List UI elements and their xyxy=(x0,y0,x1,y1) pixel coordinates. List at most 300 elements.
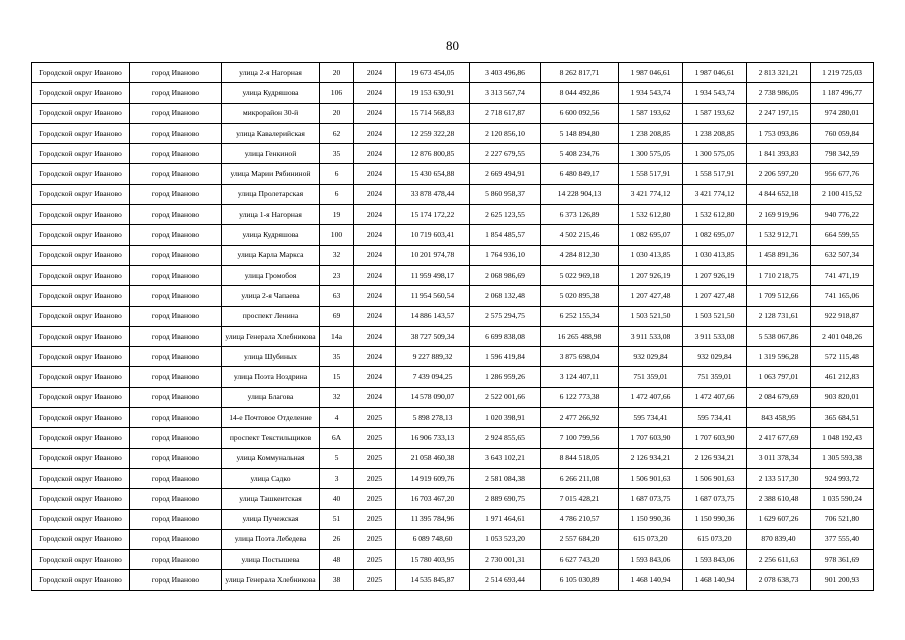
amount-cell-5: 2 247 197,15 xyxy=(747,103,811,123)
total-cost-cell: 10 719 603,41 xyxy=(396,225,470,245)
amount-cell-6: 1 048 192,43 xyxy=(811,428,874,448)
amount-cell-3: 1 238 208,85 xyxy=(619,123,683,143)
amount-cell-5: 5 538 067,86 xyxy=(747,326,811,346)
total-cost-cell: 33 878 478,44 xyxy=(396,184,470,204)
house-number-cell: 19 xyxy=(320,205,354,225)
table-row xyxy=(32,570,874,590)
table-row xyxy=(32,408,874,428)
street-cell: улица 2-я Чапаева xyxy=(222,286,320,306)
municipality-cell: Городской округ Иваново xyxy=(32,509,130,529)
amount-cell-4: 932 029,84 xyxy=(683,347,747,367)
house-number-cell: 106 xyxy=(320,83,354,103)
amount-cell-1: 2 889 690,75 xyxy=(470,489,541,509)
total-cost-cell: 5 898 278,13 xyxy=(396,408,470,428)
year-cell: 2025 xyxy=(354,550,396,570)
year-cell: 2025 xyxy=(354,448,396,468)
amount-cell-2: 6 627 743,20 xyxy=(541,550,619,570)
street-cell: улица Кавалерийская xyxy=(222,123,320,143)
house-number-cell: 32 xyxy=(320,245,354,265)
amount-cell-5: 1 063 797,01 xyxy=(747,367,811,387)
amount-cell-4: 3 911 533,08 xyxy=(683,326,747,346)
amount-cell-6: 903 820,01 xyxy=(811,387,874,407)
table-row xyxy=(32,529,874,549)
year-cell: 2024 xyxy=(354,387,396,407)
street-cell: улица Поэта Ноздрина xyxy=(222,367,320,387)
locality-cell: город Иваново xyxy=(130,265,222,285)
amount-cell-5: 2 388 610,48 xyxy=(747,489,811,509)
amount-cell-6: 901 200,93 xyxy=(811,570,874,590)
house-number-cell: 69 xyxy=(320,306,354,326)
total-cost-cell: 11 959 498,17 xyxy=(396,265,470,285)
amount-cell-3: 1 503 521,50 xyxy=(619,306,683,326)
street-cell: улица Генкиной xyxy=(222,144,320,164)
total-cost-cell: 14 535 845,87 xyxy=(396,570,470,590)
amount-cell-2: 4 502 215,46 xyxy=(541,225,619,245)
street-cell: проспект Текстильщиков xyxy=(222,428,320,448)
municipality-cell: Городской округ Иваново xyxy=(32,306,130,326)
house-number-cell: 23 xyxy=(320,265,354,285)
amount-cell-2: 6 266 211,08 xyxy=(541,468,619,488)
table-row xyxy=(32,509,874,529)
total-cost-cell: 19 673 454,05 xyxy=(396,63,470,83)
amount-cell-2: 6 480 849,17 xyxy=(541,164,619,184)
amount-cell-1: 1 596 419,84 xyxy=(470,347,541,367)
amount-cell-2: 14 228 904,13 xyxy=(541,184,619,204)
house-number-cell: 32 xyxy=(320,387,354,407)
year-cell: 2024 xyxy=(354,144,396,164)
amount-cell-4: 1 030 413,85 xyxy=(683,245,747,265)
amount-cell-5: 2 169 919,96 xyxy=(747,205,811,225)
year-cell: 2024 xyxy=(354,184,396,204)
amount-cell-4: 1 587 193,62 xyxy=(683,103,747,123)
year-cell: 2024 xyxy=(354,245,396,265)
municipality-cell: Городской округ Иваново xyxy=(32,529,130,549)
municipality-cell: Городской округ Иваново xyxy=(32,468,130,488)
amount-cell-5: 843 458,95 xyxy=(747,408,811,428)
locality-cell: город Иваново xyxy=(130,286,222,306)
amount-cell-4: 1 987 046,61 xyxy=(683,63,747,83)
amount-cell-6: 664 599,55 xyxy=(811,225,874,245)
table-row xyxy=(32,550,874,570)
amount-cell-5: 2 256 611,63 xyxy=(747,550,811,570)
amount-cell-1: 1 971 464,61 xyxy=(470,509,541,529)
amount-cell-6: 1 035 590,24 xyxy=(811,489,874,509)
amount-cell-1: 2 669 494,91 xyxy=(470,164,541,184)
total-cost-cell: 12 259 322,28 xyxy=(396,123,470,143)
locality-cell: город Иваново xyxy=(130,408,222,428)
amount-cell-1: 1 020 398,91 xyxy=(470,408,541,428)
table-row xyxy=(32,468,874,488)
house-number-cell: 38 xyxy=(320,570,354,590)
year-cell: 2025 xyxy=(354,509,396,529)
street-cell: улица Кудряшова xyxy=(222,225,320,245)
municipality-cell: Городской округ Иваново xyxy=(32,550,130,570)
amount-cell-6: 2 401 048,26 xyxy=(811,326,874,346)
year-cell: 2025 xyxy=(354,570,396,590)
street-cell: улица Ташкентская xyxy=(222,489,320,509)
street-cell: улица 2-я Нагорная xyxy=(222,63,320,83)
locality-cell: город Иваново xyxy=(130,570,222,590)
table-row xyxy=(32,164,874,184)
amount-cell-3: 1 472 407,66 xyxy=(619,387,683,407)
amount-cell-4: 595 734,41 xyxy=(683,408,747,428)
total-cost-cell: 12 876 800,85 xyxy=(396,144,470,164)
amount-cell-1: 2 730 001,31 xyxy=(470,550,541,570)
total-cost-cell: 21 058 460,38 xyxy=(396,448,470,468)
municipality-cell: Городской округ Иваново xyxy=(32,123,130,143)
municipality-cell: Городской округ Иваново xyxy=(32,448,130,468)
amount-cell-6: 1 305 593,38 xyxy=(811,448,874,468)
house-number-cell: 35 xyxy=(320,144,354,164)
amount-cell-3: 1 082 695,07 xyxy=(619,225,683,245)
municipality-cell: Городской округ Иваново xyxy=(32,225,130,245)
house-number-cell: 100 xyxy=(320,225,354,245)
amount-cell-1: 5 860 958,37 xyxy=(470,184,541,204)
street-cell: улица Шубиных xyxy=(222,347,320,367)
amount-cell-6: 741 471,19 xyxy=(811,265,874,285)
municipality-cell: Городской округ Иваново xyxy=(32,367,130,387)
amount-cell-5: 2 078 638,73 xyxy=(747,570,811,590)
total-cost-cell: 7 439 094,25 xyxy=(396,367,470,387)
locality-cell: город Иваново xyxy=(130,489,222,509)
total-cost-cell: 15 780 403,95 xyxy=(396,550,470,570)
street-cell: 14-е Почтовое Отделение xyxy=(222,408,320,428)
amount-cell-4: 1 207 427,48 xyxy=(683,286,747,306)
locality-cell: город Иваново xyxy=(130,63,222,83)
amount-cell-6: 956 677,76 xyxy=(811,164,874,184)
locality-cell: город Иваново xyxy=(130,428,222,448)
total-cost-cell: 19 153 630,91 xyxy=(396,83,470,103)
year-cell: 2024 xyxy=(354,367,396,387)
amount-cell-5: 2 813 321,21 xyxy=(747,63,811,83)
amount-cell-1: 2 068 986,69 xyxy=(470,265,541,285)
amount-cell-2: 8 844 518,05 xyxy=(541,448,619,468)
amount-cell-4: 751 359,01 xyxy=(683,367,747,387)
locality-cell: город Иваново xyxy=(130,306,222,326)
house-number-cell: 6 xyxy=(320,164,354,184)
municipality-cell: Городской округ Иваново xyxy=(32,489,130,509)
street-cell: улица Кудряшова xyxy=(222,83,320,103)
street-cell: улица Пролетарская xyxy=(222,184,320,204)
municipality-cell: Городской округ Иваново xyxy=(32,83,130,103)
municipality-cell: Городской округ Иваново xyxy=(32,144,130,164)
amount-cell-1: 1 854 485,57 xyxy=(470,225,541,245)
amount-cell-1: 2 718 617,87 xyxy=(470,103,541,123)
amount-cell-4: 2 126 934,21 xyxy=(683,448,747,468)
amount-cell-4: 1 150 990,36 xyxy=(683,509,747,529)
amount-cell-4: 1 238 208,85 xyxy=(683,123,747,143)
table-row xyxy=(32,326,874,346)
municipality-cell: Городской округ Иваново xyxy=(32,428,130,448)
street-cell: микрорайон 30-й xyxy=(222,103,320,123)
amount-cell-2: 5 020 895,38 xyxy=(541,286,619,306)
municipality-cell: Городской округ Иваново xyxy=(32,570,130,590)
table-row xyxy=(32,387,874,407)
locality-cell: город Иваново xyxy=(130,245,222,265)
locality-cell: город Иваново xyxy=(130,184,222,204)
street-cell: улица Поэта Лебедева xyxy=(222,529,320,549)
house-number-cell: 6А xyxy=(320,428,354,448)
amount-cell-1: 6 699 838,08 xyxy=(470,326,541,346)
municipality-cell: Городской округ Иваново xyxy=(32,286,130,306)
street-cell: улица Генерала Хлебникова xyxy=(222,326,320,346)
amount-cell-3: 1 934 543,74 xyxy=(619,83,683,103)
amount-cell-6: 924 993,72 xyxy=(811,468,874,488)
year-cell: 2024 xyxy=(354,347,396,367)
amount-cell-1: 2 924 855,65 xyxy=(470,428,541,448)
house-number-cell: 3 xyxy=(320,468,354,488)
amount-cell-4: 1 506 901,63 xyxy=(683,468,747,488)
total-cost-cell: 15 714 568,83 xyxy=(396,103,470,123)
locality-cell: город Иваново xyxy=(130,103,222,123)
street-cell: улица Марии Рябининой xyxy=(222,164,320,184)
locality-cell: город Иваново xyxy=(130,164,222,184)
amount-cell-3: 2 126 934,21 xyxy=(619,448,683,468)
municipality-cell: Городской округ Иваново xyxy=(32,184,130,204)
amount-cell-4: 1 558 517,91 xyxy=(683,164,747,184)
locality-cell: город Иваново xyxy=(130,448,222,468)
year-cell: 2024 xyxy=(354,286,396,306)
amount-cell-2: 2 477 266,92 xyxy=(541,408,619,428)
house-number-cell: 51 xyxy=(320,509,354,529)
locality-cell: город Иваново xyxy=(130,205,222,225)
amount-cell-2: 8 044 492,86 xyxy=(541,83,619,103)
amount-cell-4: 1 082 695,07 xyxy=(683,225,747,245)
street-cell: улица 1-я Нагорная xyxy=(222,205,320,225)
table-row xyxy=(32,347,874,367)
house-number-cell: 26 xyxy=(320,529,354,549)
year-cell: 2024 xyxy=(354,164,396,184)
amount-cell-2: 16 265 488,98 xyxy=(541,326,619,346)
amount-cell-2: 5 408 234,76 xyxy=(541,144,619,164)
year-cell: 2025 xyxy=(354,428,396,448)
amount-cell-1: 2 227 679,55 xyxy=(470,144,541,164)
total-cost-cell: 16 703 467,20 xyxy=(396,489,470,509)
total-cost-cell: 14 886 143,57 xyxy=(396,306,470,326)
amount-cell-3: 3 421 774,12 xyxy=(619,184,683,204)
table-row xyxy=(32,306,874,326)
amount-cell-1: 3 403 496,86 xyxy=(470,63,541,83)
amount-cell-4: 1 503 521,50 xyxy=(683,306,747,326)
house-number-cell: 5 xyxy=(320,448,354,468)
year-cell: 2024 xyxy=(354,83,396,103)
amount-cell-5: 1 709 512,66 xyxy=(747,286,811,306)
table-row xyxy=(32,367,874,387)
amount-cell-2: 6 252 155,34 xyxy=(541,306,619,326)
table-row xyxy=(32,265,874,285)
table-row xyxy=(32,205,874,225)
amount-cell-6: 365 684,51 xyxy=(811,408,874,428)
amount-cell-5: 2 084 679,69 xyxy=(747,387,811,407)
amount-cell-5: 1 458 891,36 xyxy=(747,245,811,265)
year-cell: 2024 xyxy=(354,326,396,346)
amount-cell-5: 2 738 986,05 xyxy=(747,83,811,103)
amount-cell-6: 741 165,06 xyxy=(811,286,874,306)
amount-cell-2: 8 262 817,71 xyxy=(541,63,619,83)
amount-cell-6: 461 212,83 xyxy=(811,367,874,387)
amount-cell-6: 760 059,84 xyxy=(811,123,874,143)
year-cell: 2024 xyxy=(354,63,396,83)
amount-cell-5: 2 133 517,30 xyxy=(747,468,811,488)
amount-cell-3: 1 707 603,90 xyxy=(619,428,683,448)
total-cost-cell: 9 227 889,32 xyxy=(396,347,470,367)
amount-cell-4: 1 300 575,05 xyxy=(683,144,747,164)
locality-cell: город Иваново xyxy=(130,123,222,143)
locality-cell: город Иваново xyxy=(130,529,222,549)
amount-cell-3: 1 468 140,94 xyxy=(619,570,683,590)
amount-cell-5: 870 839,40 xyxy=(747,529,811,549)
house-number-cell: 62 xyxy=(320,123,354,143)
amount-cell-2: 6 600 092,56 xyxy=(541,103,619,123)
house-number-cell: 15 xyxy=(320,367,354,387)
amount-cell-4: 1 207 926,19 xyxy=(683,265,747,285)
amount-cell-2: 3 124 407,11 xyxy=(541,367,619,387)
total-cost-cell: 6 089 748,60 xyxy=(396,529,470,549)
year-cell: 2025 xyxy=(354,408,396,428)
year-cell: 2024 xyxy=(354,123,396,143)
amount-cell-3: 1 558 517,91 xyxy=(619,164,683,184)
year-cell: 2025 xyxy=(354,529,396,549)
locality-cell: город Иваново xyxy=(130,387,222,407)
street-cell: улица Коммунальная xyxy=(222,448,320,468)
table-row xyxy=(32,286,874,306)
amount-cell-3: 1 593 843,06 xyxy=(619,550,683,570)
amount-cell-1: 1 053 523,20 xyxy=(470,529,541,549)
total-cost-cell: 11 954 560,54 xyxy=(396,286,470,306)
locality-cell: город Иваново xyxy=(130,550,222,570)
street-cell: проспект Ленина xyxy=(222,306,320,326)
page-number: 80 xyxy=(446,38,459,53)
amount-cell-5: 1 710 218,75 xyxy=(747,265,811,285)
amount-cell-6: 632 507,34 xyxy=(811,245,874,265)
amount-cell-5: 2 417 677,69 xyxy=(747,428,811,448)
amount-cell-1: 3 643 102,21 xyxy=(470,448,541,468)
year-cell: 2024 xyxy=(354,205,396,225)
municipality-cell: Городской округ Иваново xyxy=(32,103,130,123)
data-table xyxy=(31,62,874,591)
house-number-cell: 20 xyxy=(320,103,354,123)
amount-cell-2: 3 875 698,04 xyxy=(541,347,619,367)
amount-cell-1: 2 625 123,55 xyxy=(470,205,541,225)
amount-cell-4: 1 707 603,90 xyxy=(683,428,747,448)
amount-cell-3: 1 687 073,75 xyxy=(619,489,683,509)
street-cell: улица Генерала Хлебникова xyxy=(222,570,320,590)
year-cell: 2024 xyxy=(354,265,396,285)
amount-cell-3: 751 359,01 xyxy=(619,367,683,387)
year-cell: 2025 xyxy=(354,489,396,509)
table-row xyxy=(32,123,874,143)
house-number-cell: 6 xyxy=(320,184,354,204)
amount-cell-6: 572 115,48 xyxy=(811,347,874,367)
street-cell: улица Громобоя xyxy=(222,265,320,285)
table-row xyxy=(32,448,874,468)
locality-cell: город Иваново xyxy=(130,347,222,367)
amount-cell-4: 3 421 774,12 xyxy=(683,184,747,204)
total-cost-cell: 10 201 974,78 xyxy=(396,245,470,265)
year-cell: 2024 xyxy=(354,306,396,326)
street-cell: улица Постышева xyxy=(222,550,320,570)
locality-cell: город Иваново xyxy=(130,225,222,245)
locality-cell: город Иваново xyxy=(130,509,222,529)
amount-cell-6: 922 918,87 xyxy=(811,306,874,326)
street-cell: улица Пучежская xyxy=(222,509,320,529)
amount-cell-2: 2 557 684,20 xyxy=(541,529,619,549)
total-cost-cell: 15 430 654,88 xyxy=(396,164,470,184)
amount-cell-6: 1 219 725,03 xyxy=(811,63,874,83)
amount-cell-5: 2 206 597,20 xyxy=(747,164,811,184)
amount-cell-3: 1 030 413,85 xyxy=(619,245,683,265)
table-row xyxy=(32,83,874,103)
table-row xyxy=(32,245,874,265)
amount-cell-4: 1 593 843,06 xyxy=(683,550,747,570)
street-cell: улица Карла Маркса xyxy=(222,245,320,265)
municipality-cell: Городской округ Иваново xyxy=(32,347,130,367)
municipality-cell: Городской округ Иваново xyxy=(32,265,130,285)
amount-cell-6: 978 361,69 xyxy=(811,550,874,570)
amount-cell-1: 2 522 001,66 xyxy=(470,387,541,407)
municipality-cell: Городской округ Иваново xyxy=(32,205,130,225)
amount-cell-2: 4 284 812,30 xyxy=(541,245,619,265)
amount-cell-3: 595 734,41 xyxy=(619,408,683,428)
amount-cell-3: 1 987 046,61 xyxy=(619,63,683,83)
amount-cell-3: 932 029,84 xyxy=(619,347,683,367)
amount-cell-2: 6 105 030,89 xyxy=(541,570,619,590)
amount-cell-2: 5 148 894,80 xyxy=(541,123,619,143)
locality-cell: город Иваново xyxy=(130,326,222,346)
amount-cell-5: 1 319 596,28 xyxy=(747,347,811,367)
amount-cell-4: 1 934 543,74 xyxy=(683,83,747,103)
total-cost-cell: 16 906 733,13 xyxy=(396,428,470,448)
house-number-cell: 4 xyxy=(320,408,354,428)
amount-cell-5: 1 629 607,26 xyxy=(747,509,811,529)
amount-cell-6: 798 342,59 xyxy=(811,144,874,164)
amount-cell-1: 2 575 294,75 xyxy=(470,306,541,326)
amount-cell-2: 6 373 126,89 xyxy=(541,205,619,225)
municipality-cell: Городской округ Иваново xyxy=(32,63,130,83)
amount-cell-4: 615 073,20 xyxy=(683,529,747,549)
amount-cell-1: 2 581 084,38 xyxy=(470,468,541,488)
amount-cell-2: 7 100 799,56 xyxy=(541,428,619,448)
amount-cell-1: 2 514 693,44 xyxy=(470,570,541,590)
house-number-cell: 35 xyxy=(320,347,354,367)
amount-cell-6: 377 555,40 xyxy=(811,529,874,549)
amount-cell-3: 1 150 990,36 xyxy=(619,509,683,529)
total-cost-cell: 14 919 609,76 xyxy=(396,468,470,488)
municipality-cell: Городской округ Иваново xyxy=(32,387,130,407)
amount-cell-6: 706 521,80 xyxy=(811,509,874,529)
table-row xyxy=(32,103,874,123)
total-cost-cell: 15 174 172,22 xyxy=(396,205,470,225)
amount-cell-6: 940 776,22 xyxy=(811,205,874,225)
amount-cell-3: 1 506 901,63 xyxy=(619,468,683,488)
amount-cell-2: 6 122 773,38 xyxy=(541,387,619,407)
amount-cell-1: 2 120 856,10 xyxy=(470,123,541,143)
locality-cell: город Иваново xyxy=(130,367,222,387)
amount-cell-1: 1 286 959,26 xyxy=(470,367,541,387)
street-cell: улица Благова xyxy=(222,387,320,407)
table-row xyxy=(32,428,874,448)
locality-cell: город Иваново xyxy=(130,83,222,103)
table-row xyxy=(32,184,874,204)
amount-cell-3: 1 207 926,19 xyxy=(619,265,683,285)
house-number-cell: 40 xyxy=(320,489,354,509)
house-number-cell: 20 xyxy=(320,63,354,83)
total-cost-cell: 38 727 509,34 xyxy=(396,326,470,346)
municipality-cell: Городской округ Иваново xyxy=(32,164,130,184)
year-cell: 2024 xyxy=(354,103,396,123)
amount-cell-4: 1 687 073,75 xyxy=(683,489,747,509)
year-cell: 2025 xyxy=(354,468,396,488)
